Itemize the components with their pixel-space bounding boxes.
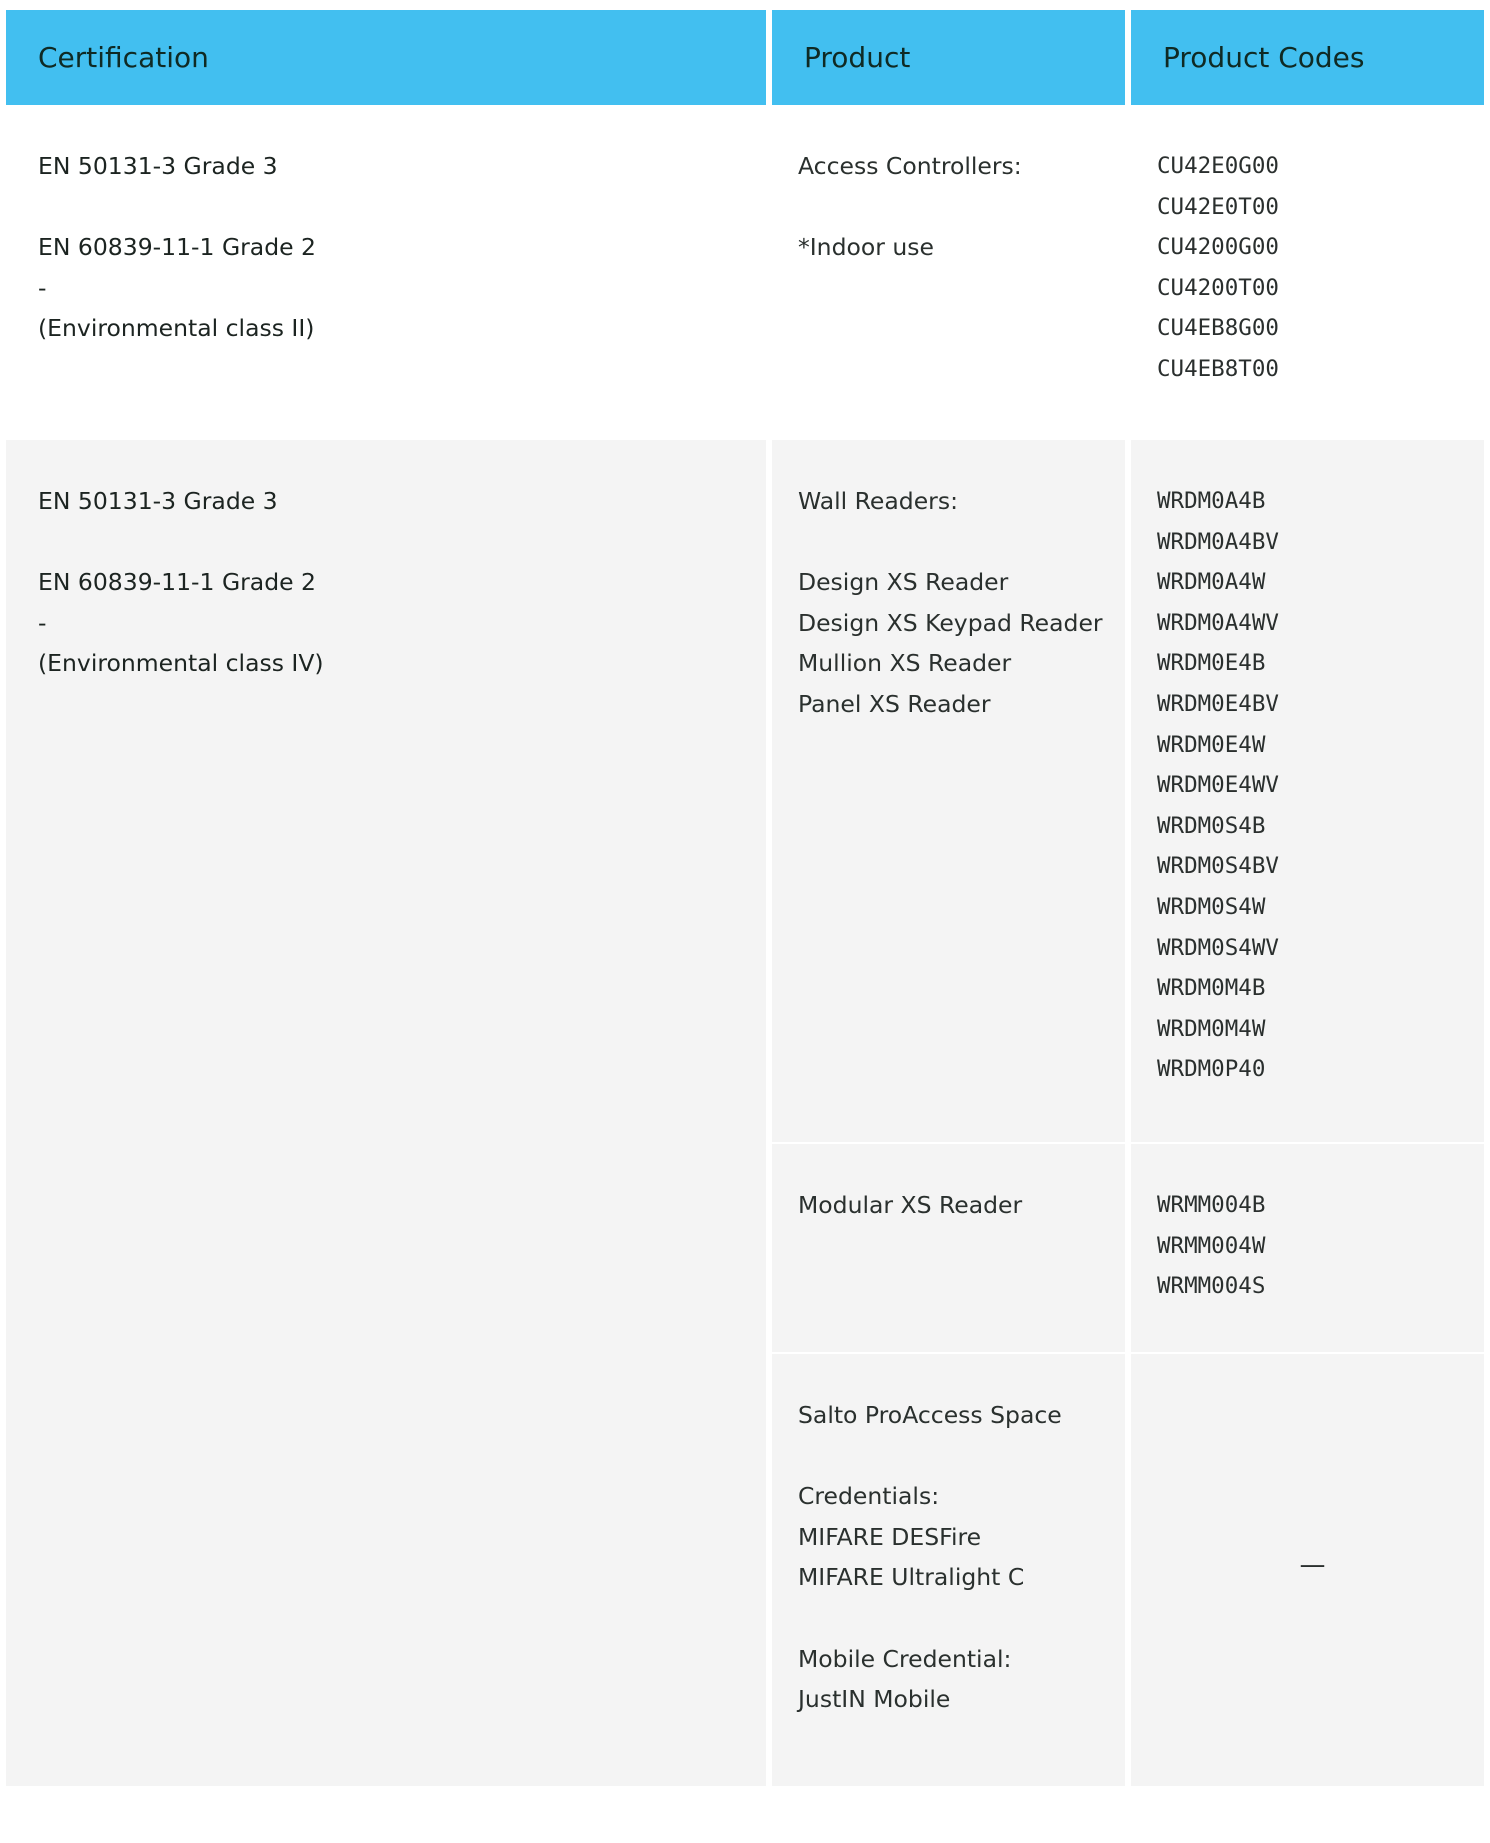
product-code: WRDM0E4W: [1157, 731, 1266, 758]
product-code: WRDM0E4WV: [1157, 772, 1279, 799]
row2-certification: [6, 440, 766, 1786]
certification-table: [6, 10, 1484, 1786]
product-line: Modular XS Reader: [798, 1191, 1023, 1219]
product-line: [798, 1436, 1125, 1477]
cert-line: EN 60839-11-1 Grade 2: [38, 233, 317, 262]
header-certification: Certification: [6, 10, 766, 105]
product-code: CU4EB8T00: [1157, 355, 1279, 382]
product-code: WRMM004B: [1157, 1192, 1266, 1218]
row1-product-codes: [1125, 105, 1484, 440]
cert-line: [38, 522, 766, 563]
product-line: MIFARE DESFire: [798, 1522, 982, 1551]
product-line: Wall Readers:: [798, 487, 958, 515]
product-code: WRDM0S4BV: [1157, 853, 1279, 880]
product-code: WRMM004S: [1157, 1273, 1266, 1300]
product-code: CU4200T00: [1157, 274, 1279, 301]
header-product-codes: Product Codes: [1125, 10, 1484, 105]
product-code: CU4EB8G00: [1157, 315, 1279, 342]
product-code: WRMM004W: [1157, 1232, 1266, 1259]
cert-line: (Environmental class IV): [38, 649, 324, 678]
product-line: Design XS Keypad Reader: [798, 608, 1103, 637]
product-code: CU42E0G00: [1157, 153, 1279, 179]
product-code: WRDM0E4B: [1157, 650, 1266, 677]
product-line: JustIN Mobile: [798, 1685, 951, 1714]
product-line: [798, 187, 1125, 228]
cert-line: EN 60839-11-1 Grade 2: [38, 568, 317, 597]
salto-proaccess-codes: [1125, 1352, 1484, 1786]
product-line: Panel XS Reader: [798, 689, 991, 718]
product-code: WRDM0M4W: [1157, 1015, 1266, 1042]
cert-line: -: [38, 273, 47, 302]
product-code: CU42E0T00: [1157, 193, 1279, 220]
salto-proaccess-product: [766, 1352, 1125, 1786]
row1-certification: [6, 105, 766, 440]
product-line: MIFARE Ultralight C: [798, 1563, 1025, 1592]
product-line: Salto ProAccess Space: [798, 1401, 1062, 1429]
header-product: Product: [766, 10, 1125, 105]
product-line: Mullion XS Reader: [798, 649, 1012, 678]
product-line: [798, 1598, 1125, 1639]
product-line: Mobile Credential:: [798, 1644, 1012, 1673]
product-line: Credentials:: [798, 1482, 940, 1511]
cert-line: -: [38, 608, 47, 637]
product-line: *Indoor use: [798, 233, 934, 262]
product-line: Design XS Reader: [798, 568, 1009, 597]
product-code: WRDM0M4B: [1157, 975, 1266, 1002]
cert-line: (Environmental class II): [38, 314, 315, 343]
product-code: CU4200G00: [1157, 234, 1279, 261]
wall-readers-codes: [1125, 440, 1484, 1142]
product-code: WRDM0A4B: [1157, 488, 1266, 514]
modular-reader-codes: [1125, 1142, 1484, 1352]
product-code: WRDM0E4BV: [1157, 690, 1279, 717]
product-line: Access Controllers:: [798, 152, 1022, 180]
modular-reader-product: [766, 1142, 1125, 1352]
product-code: WRDM0A4W: [1157, 569, 1266, 596]
product-code: WRDM0S4B: [1157, 812, 1266, 839]
product-code: WRDM0S4W: [1157, 893, 1266, 920]
cert-line: EN 50131-3 Grade 3: [38, 152, 278, 180]
product-code: WRDM0A4WV: [1157, 609, 1279, 636]
wall-readers-product: [766, 440, 1125, 1142]
product-code: WRDM0P40: [1157, 1056, 1266, 1083]
cert-line: EN 50131-3 Grade 3: [38, 487, 278, 515]
cert-line: [38, 187, 766, 228]
product-code: WRDM0S4WV: [1157, 934, 1279, 961]
product-line: [798, 522, 1125, 563]
row1-product: [766, 105, 1125, 440]
empty-dash: —: [1299, 1550, 1326, 1580]
product-code: WRDM0A4BV: [1157, 528, 1279, 555]
